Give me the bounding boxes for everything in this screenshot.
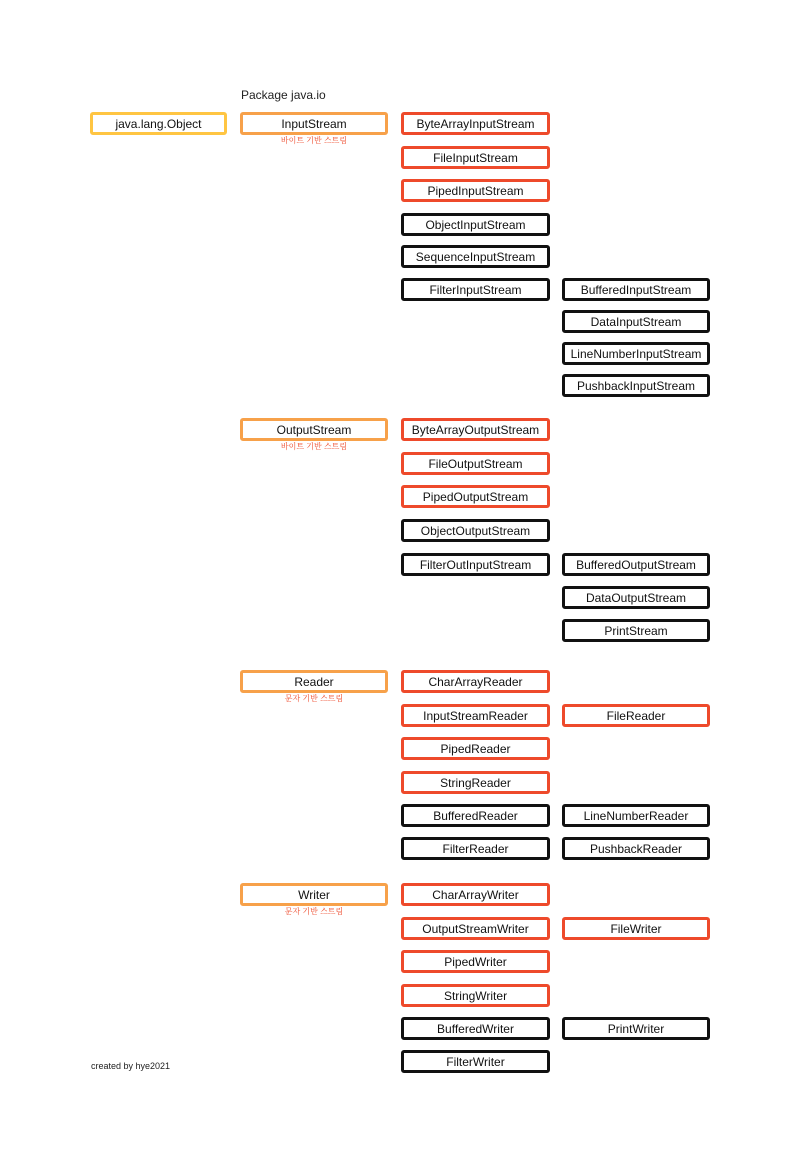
class-box: BufferedOutputStream [562, 553, 710, 576]
class-box: FilterWriter [401, 1050, 550, 1073]
class-box: ByteArrayInputStream [401, 112, 550, 135]
class-box: BufferedWriter [401, 1017, 550, 1040]
stream-type-label: 바이트 기반 스트림 [280, 442, 348, 451]
class-box: PrintStream [562, 619, 710, 642]
base-class-outputstream: OutputStream [240, 418, 388, 441]
class-box: PipedInputStream [401, 179, 550, 202]
stream-type-label: 문자 기반 스트림 [284, 694, 344, 703]
class-box: InputStreamReader [401, 704, 550, 727]
class-box: LineNumberInputStream [562, 342, 710, 365]
class-box: LineNumberReader [562, 804, 710, 827]
class-box: ObjectOutputStream [401, 519, 550, 542]
class-box: PipedWriter [401, 950, 550, 973]
class-box: ByteArrayOutputStream [401, 418, 550, 441]
class-box: CharArrayReader [401, 670, 550, 693]
class-box: PushbackReader [562, 837, 710, 860]
class-box: OutputStreamWriter [401, 917, 550, 940]
base-class-reader: Reader [240, 670, 388, 693]
class-box: BufferedInputStream [562, 278, 710, 301]
class-box: CharArrayWriter [401, 883, 550, 906]
class-box: FileInputStream [401, 146, 550, 169]
stream-type-label: 바이트 기반 스트림 [280, 136, 348, 145]
class-box: BufferedReader [401, 804, 550, 827]
class-box: FilterInputStream [401, 278, 550, 301]
class-box: FilterOutInputStream [401, 553, 550, 576]
class-box: FilterReader [401, 837, 550, 860]
class-box: StringWriter [401, 984, 550, 1007]
class-box: PipedOutputStream [401, 485, 550, 508]
base-class-inputstream: InputStream [240, 112, 388, 135]
class-box: StringReader [401, 771, 550, 794]
class-box: FileOutputStream [401, 452, 550, 475]
package-title: Package java.io [241, 88, 326, 102]
class-box: FileReader [562, 704, 710, 727]
credit-text: created by hye2021 [91, 1061, 171, 1071]
base-class-writer: Writer [240, 883, 388, 906]
class-box: PrintWriter [562, 1017, 710, 1040]
class-box: PushbackInputStream [562, 374, 710, 397]
class-box: ObjectInputStream [401, 213, 550, 236]
stream-type-label: 문자 기반 스트림 [284, 907, 344, 916]
class-box: DataInputStream [562, 310, 710, 333]
class-box: PipedReader [401, 737, 550, 760]
class-box: SequenceInputStream [401, 245, 550, 268]
class-box: FileWriter [562, 917, 710, 940]
class-box: DataOutputStream [562, 586, 710, 609]
root-class-box: java.lang.Object [90, 112, 227, 135]
